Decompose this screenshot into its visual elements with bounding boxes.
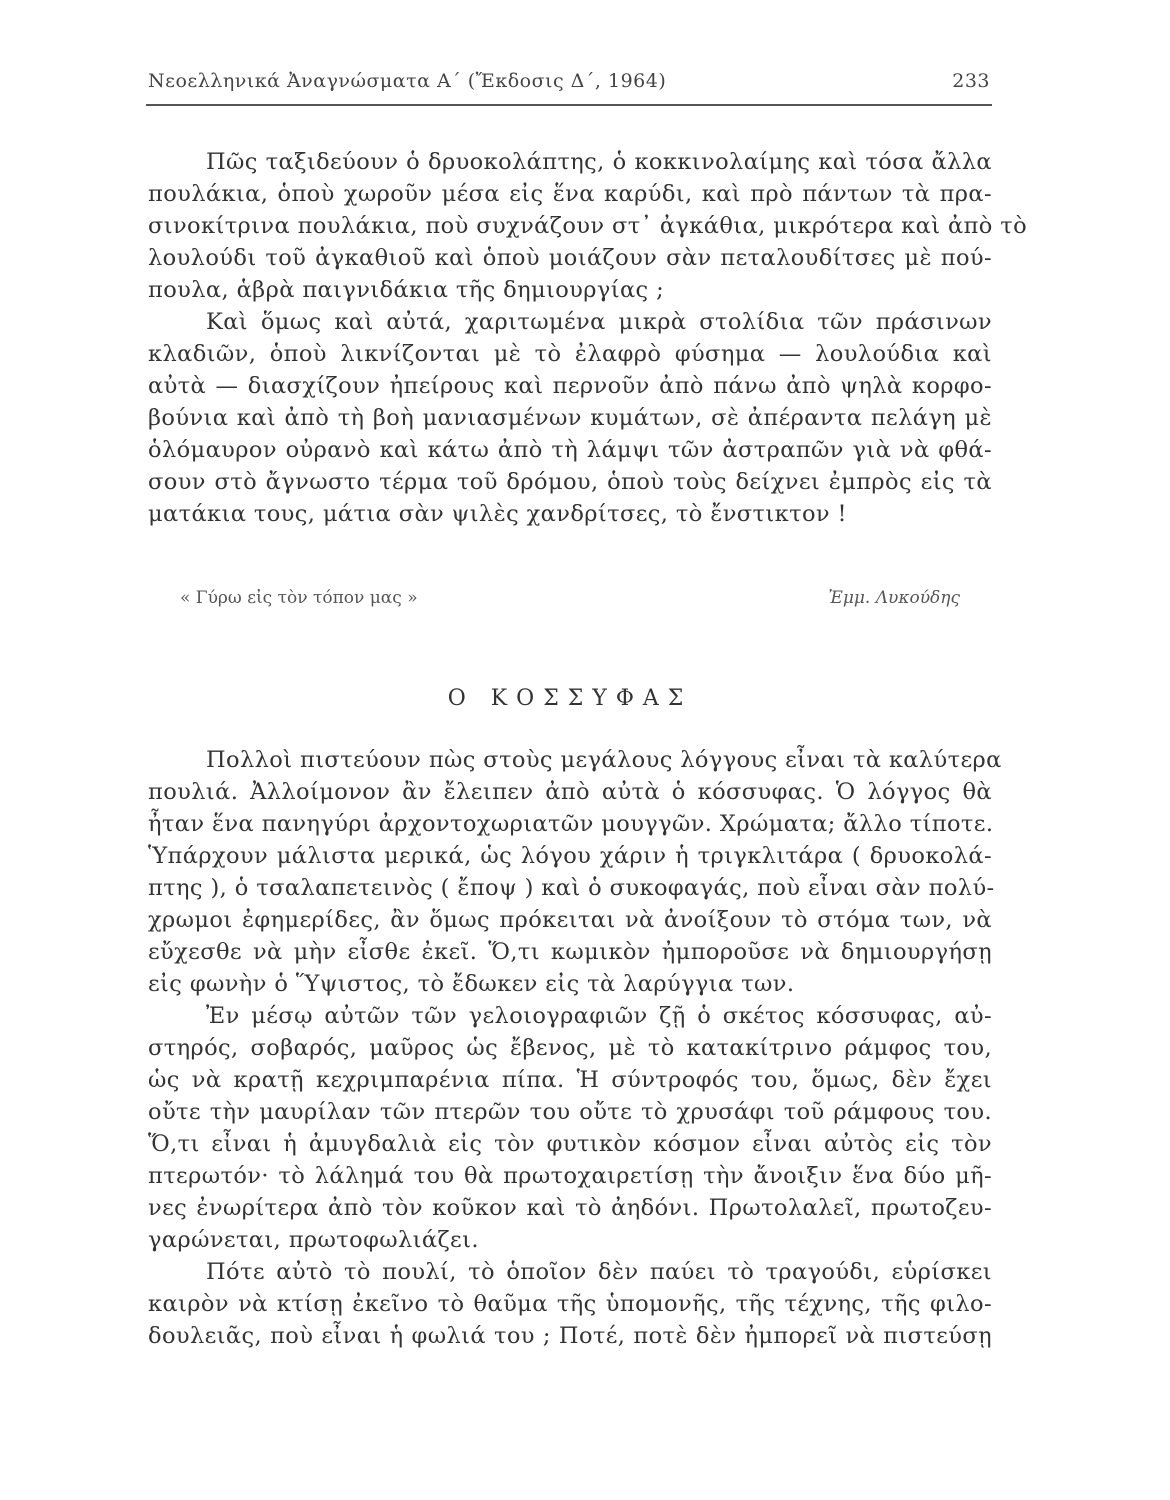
text-line: πουλάκια, ὁποὺ χωροῦν μέσα εἰς ἕνα καρύδι, καὶ πρὸ πάντων τὰ πρα-	[148, 181, 992, 207]
text-line: κλαδιῶν, ὁποὺ λικνίζονται μὲ τὸ ἐλαφρὸ φύσημα — λουλούδια καὶ	[148, 341, 992, 367]
source-title: « Γύρω εἰς τὸν τόπον μας »	[180, 588, 418, 608]
text-line: λουλούδι τοῦ ἀγκαθιοῦ καὶ ὁποὺ μοιάζουν σὰν πεταλουδίτσες μὲ πού-	[148, 245, 992, 271]
text-line: στηρός, σοβαρός, μαῦρος ὡς ἔβενος, μὲ τὸ κατακίτρινο ράμφος του,	[148, 1035, 992, 1061]
book-title: Νεοελληνικά Ἀναγνώσματα Α΄ (Ἔκδοσις Δ΄, 1964)	[148, 70, 667, 92]
text-line: δουλειᾶς, ποὺ εἶναι ἡ φωλιά του ; Ποτέ, ποτὲ δὲν ἠμπορεῖ νὰ πιστεύσῃ	[148, 1323, 992, 1349]
running-header	[148, 70, 990, 92]
excerpt-text	[148, 146, 1028, 530]
text-line: Ὅ,τι εἶναι ἡ ἀμυγδαλιὰ εἰς τὸν φυτικὸν κόσμον εἶναι αὐτὸς εἰς τὸν	[148, 1131, 992, 1157]
text-line: οὔτε τὴν μαυρίλαν τῶν πτερῶν του οὔτε τὸ χρυσάφι τοῦ ράμφους του.	[148, 1099, 992, 1125]
text-line: πουλα, ἁβρὰ παιγνιδάκια τῆς δημιουργίας ;	[148, 277, 665, 303]
author-name: Ἐμμ. Λυκούδης	[828, 588, 960, 608]
page-number: 233	[952, 70, 990, 92]
text-line: νες ἐνωρίτερα ἀπὸ τὸν κοῦκον καὶ τὸ ἀηδόνι. Πρωτολαλεῖ, πρωτοζευ-	[148, 1195, 992, 1221]
main-text	[148, 744, 1002, 1352]
text-line: Καὶ ὅμως καὶ αὐτά, χαριτωμένα μικρὰ στολίδια τῶν πράσινων	[206, 309, 992, 335]
text-line: αὐτὰ — διασχίζουν ἠπείρους καὶ περνοῦν ἀπὸ πάνω ἀπὸ ψηλὰ κορφο-	[148, 373, 992, 399]
text-line: Ὑπάρχουν μάλιστα μερικά, ὡς λόγου χάριν ἡ τριγκλιτάρα ( δρυοκολά-	[148, 843, 992, 869]
text-line: Πολλοὶ πιστεύουν πὼς στοὺς μεγάλους λόγγους εἶναι τὰ καλύτερα	[206, 747, 1002, 773]
text-line: ὁλόμαυρον οὐρανὸ καὶ κάτω ἀπὸ τὴ λάμψι τῶν ἀστραπῶν γιὰ νὰ φθά-	[148, 437, 992, 463]
text-line: εὔχεσθε νὰ μὴν εἶσθε ἐκεῖ. Ὅ,τι κωμικὸν ἠμποροῦσε νὰ δημιουργήσῃ	[148, 939, 992, 965]
text-line: εἰς φωνὴν ὁ Ὕψιστος, τὸ ἔδωκεν εἰς τὰ λαρύγγια των.	[148, 971, 795, 997]
text-line: σινοκίτρινα πουλάκια, ποὺ συχνάζουν στ᾽ ἀγκάθια, μικρότερα καὶ ἀπὸ τὸ	[148, 213, 1028, 239]
text-line: Ἐν μέσῳ αὐτῶν τῶν γελοιογραφιῶν ζῇ ὁ σκέτος κόσσυφας, αὐ-	[206, 1003, 992, 1029]
text-line: πτερωτόν· τὸ λάλημά του θὰ πρωτοχαιρετίσῃ τὴν ἄνοιξιν ἕνα δύο μῆ-	[148, 1163, 992, 1189]
text-line: πουλιά. Ἀλλοίμονον ἂν ἔλειπεν ἀπὸ αὐτὰ ὁ κόσσυφας. Ὁ λόγγος θὰ	[148, 779, 992, 805]
text-line: ἦταν ἕνα πανηγύρι ἀρχοντοχωριατῶν μουγγῶν. Χρώματα; ἄλλο τίποτε.	[148, 811, 994, 837]
text-line: Πότε αὐτὸ τὸ πουλί, τὸ ὁποῖον δὲν παύει τὸ τραγούδι, εὑρίσκει	[206, 1259, 992, 1285]
text-line: ὡς νὰ κρατῇ κεχριμπαρένια πίπα. Ἡ σύντροφός του, ὅμως, δὲν ἔχει	[148, 1067, 992, 1093]
header-rule	[146, 104, 992, 106]
text-line: χρωμοι ἐφημερίδες, ἂν ὅμως πρόκειται νὰ ἀνοίξουν τὸ στόμα των, νὰ	[148, 907, 992, 933]
text-line: βούνια καὶ ἀπὸ τὴ βοὴ μανιασμένων κυμάτων, σὲ ἀπέραντα πελάγη μὲ	[148, 405, 992, 431]
text-line: Πῶς ταξιδεύουν ὁ δρυοκολάπτης, ὁ κοκκινολαίμης καὶ τόσα ἄλλα	[206, 149, 992, 175]
section-title: Ο ΚΟΣΣΥΦΑΣ	[447, 686, 693, 711]
text-line: καιρὸν νὰ κτίσῃ ἐκεῖνο τὸ θαῦμα τῆς ὑπομονῆς, τῆς τέχνης, τῆς φιλο-	[148, 1291, 992, 1317]
text-line: γαρώνεται, πρωτοφωλιάζει.	[148, 1227, 479, 1253]
source-attribution	[180, 588, 960, 608]
text-line: ματάκια τους, μάτια σὰν ψιλὲς χανδρίτσες, τὸ ἔνστικτον !	[148, 501, 847, 527]
text-line: σουν στὸ ἄγνωστο τέρμα τοῦ δρόμου, ὁποὺ τοὺς δείχνει ἐμπρὸς εἰς τὰ	[148, 469, 992, 495]
text-line: πτης ), ὁ τσαλαπετεινὸς ( ἔποψ ) καὶ ὁ συκοφαγάς, ποὺ εἶναι σὰν πολύ-	[148, 875, 995, 901]
